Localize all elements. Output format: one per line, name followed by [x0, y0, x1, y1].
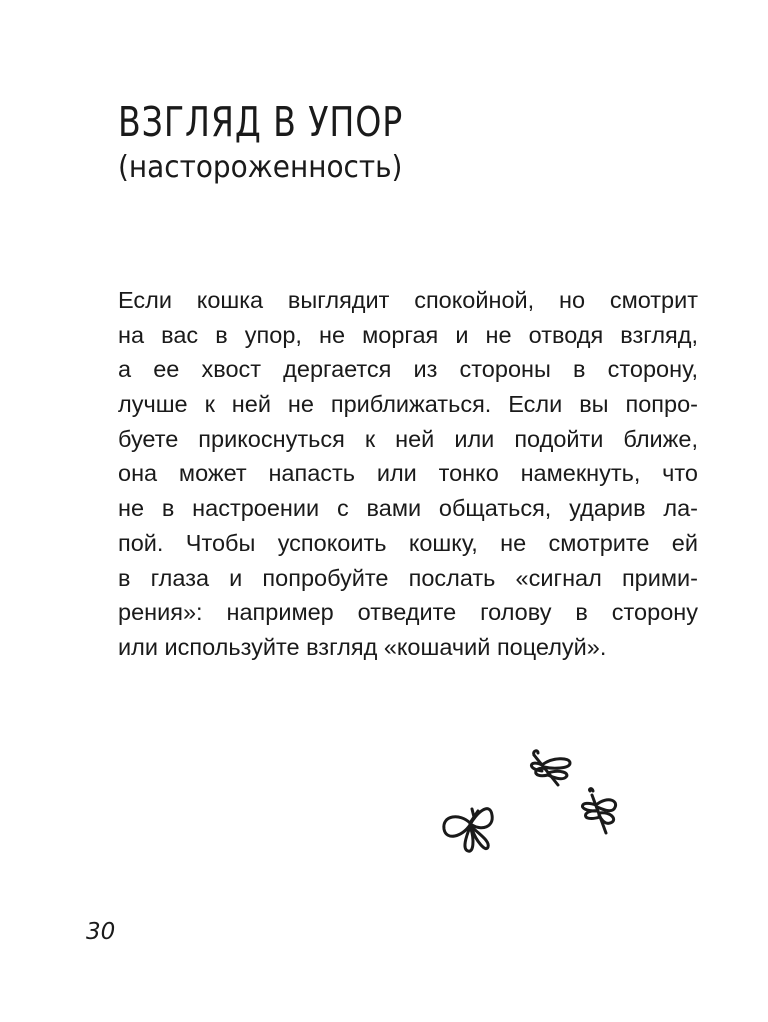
- chapter-subtitle: (настороженность): [118, 150, 403, 185]
- chapter-title: ВЗГЛЯД В УПОР: [118, 98, 404, 146]
- dragonfly-icon: [531, 751, 570, 785]
- text-line: не в настроении с вами общаться, ударив ла-: [118, 495, 698, 522]
- text-line: или используйте взгляд «кошачий поцелуй».: [118, 633, 607, 660]
- chapter-heading: [118, 96, 718, 188]
- text-line: она может напасть или тонко намекнуть, что: [118, 460, 698, 487]
- text-line: Если кошка выглядит спокойной, но смотрит: [118, 287, 698, 313]
- text-line: буете прикоснуться к ней или подойти ближе,: [118, 425, 698, 452]
- page-number: 30: [86, 919, 116, 945]
- dragonfly-icon: [582, 789, 615, 833]
- insects-doodle: [430, 745, 630, 865]
- body-paragraph: [118, 283, 698, 665]
- butterfly-icon: [444, 809, 492, 851]
- text-line: пой. Чтобы успокоить кошку, не смотрите ей: [118, 529, 698, 556]
- text-line: а ее хвост дергается из стороны в сторону,: [118, 356, 698, 383]
- text-line: рения»: например отведите голову в сторону: [118, 599, 698, 626]
- text-line: на вас в упор, не моргая и не отводя взгляд,: [118, 321, 698, 348]
- text-line: лучше к ней не приближаться. Если вы попро-: [118, 391, 698, 418]
- text-line: в глаза и попробуйте послать «сигнал прими-: [118, 564, 698, 591]
